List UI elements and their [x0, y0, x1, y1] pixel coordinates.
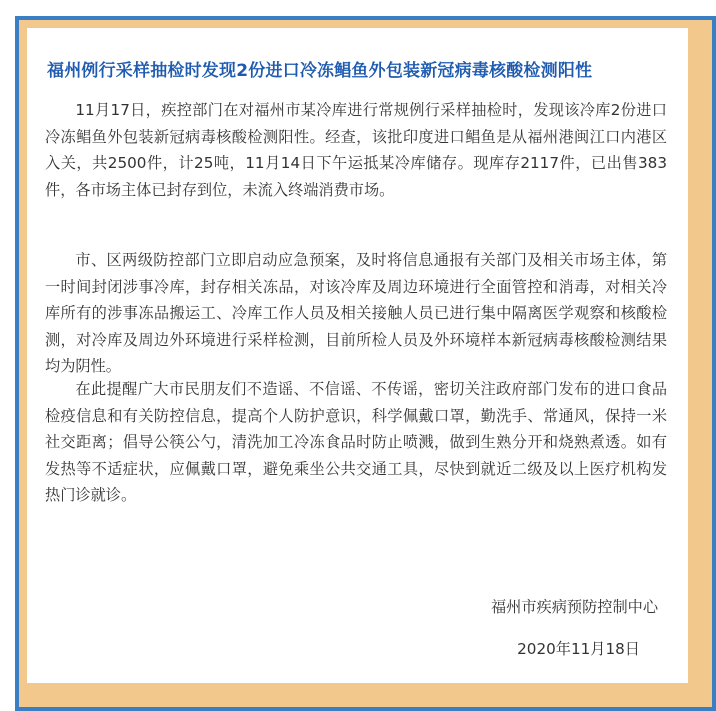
paragraph-3: 在此提醒广大市民朋友们不造谣、不信谣、不传谣，密切关注政府部门发布的进口食品检疫信息和有关防控信息，提高个人防护意识，科学佩戴口罩，勤洗手、常通风，保持一米社交距离；倡导公筷公勺，清洗加工冷冻食品时防止喷溅，做到生熟分开和烧熟煮透。如有发热等不适症状，应佩戴口罩，避免乘坐公共交通工具，尽快到就近二级及以上医疗机构发热门诊就诊。 — [45, 380, 667, 504]
notice-title: 福州例行采样抽检时发现2份进口冷冻鲳鱼外包装新冠病毒核酸检测阳性 — [47, 61, 593, 81]
issuing-organization: 福州市疾病预防控制中心 — [490, 598, 658, 616]
notice-frame — [15, 16, 716, 711]
paragraph-1: 11月17日，疾控部门在对福州市某冷库进行常规例行采样抽检时，发现该冷库2份进口冷冻鲳鱼外包装新冠病毒核酸检测阳性。经查，该批印度进口鲳鱼是从福州港闽江口内港区入关，共2500件，计25吨，11月14日下午运抵某冷库储存。现库存2117件，已出售383件，各市场主体已封存到位，未流入终端消费市场。 — [45, 101, 667, 199]
notice-paper — [27, 28, 688, 683]
paragraph-2: 市、区两级防控部门立即启动应急预案，及时将信息通报有关部门及相关市场主体，第一时间封闭涉事冷库，封存相关冻品，对该冷库及周边环境进行全面管控和消毒，对相关冷库所有的涉事冻品搬运工、冷库工作人员及相关接触人员已进行集中隔离医学观察和核酸检测，对冷库及周边外环境进行采样检测，目前所检人员及外环境样本新冠病毒核酸检测结果均为阴性。 — [45, 251, 667, 375]
issue-date: 2020年11月18日 — [517, 640, 640, 658]
